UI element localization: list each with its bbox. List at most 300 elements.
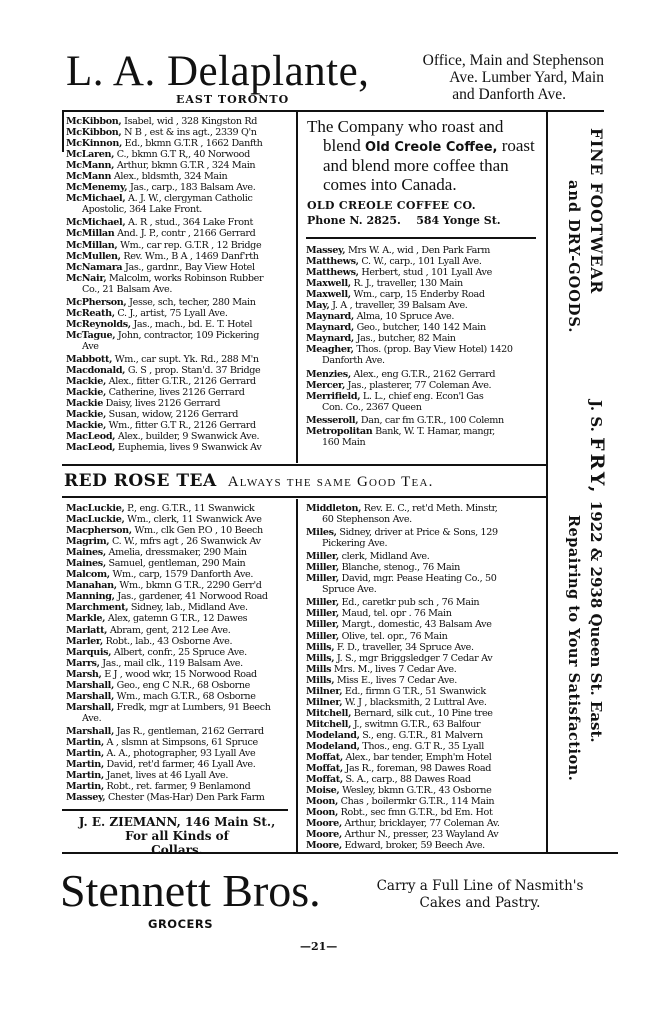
directory-entry (66, 792, 292, 803)
page-number: —21— (300, 940, 338, 953)
entry-surname: Malcom, (66, 569, 110, 581)
entry-details: Albert, confr., 25 Spruce Ave. (111, 646, 247, 658)
entry-details: A. J. W., clergyman Catholic (125, 193, 253, 205)
entry-line (66, 525, 292, 536)
entry-details: Ed., bkmn G.T.R , 1662 Danfth (121, 138, 263, 150)
tagline-line: Cakes and Pastry. (419, 895, 541, 911)
side-ad-initials: J. S. (587, 400, 605, 438)
directory-entry (306, 653, 542, 664)
entry-details: Wm., bkmn G T.R., 2290 Gerr'd (116, 580, 262, 592)
entry-surname: Marshall, (66, 679, 114, 691)
entry-details: Alex., fitter G.T.R., 2126 Gerrard (105, 376, 256, 388)
entry-continuation: 160 Main (322, 436, 366, 448)
directory-entry (66, 680, 292, 691)
entry-line (306, 631, 542, 642)
entry-details: Susan, widow, 2126 Gerrard (105, 409, 239, 421)
directory-entry (66, 193, 292, 217)
directory-entry (66, 669, 292, 680)
entry-details: Arthur, bricklayer, 77 Coleman Av. (341, 818, 500, 830)
entry-line (66, 376, 292, 387)
directory-list-left-top (66, 116, 292, 453)
entry-continuation: Pickering Ave. (322, 538, 388, 550)
entry-details: A , slsmn at Simpsons, 61 Spruce (103, 736, 258, 748)
entry-surname: McReath, (66, 307, 115, 319)
entry-details: Jas., butcher, 82 Main (353, 333, 456, 345)
entry-line (306, 267, 542, 278)
directory-entry (306, 415, 542, 426)
directory-entry (66, 602, 292, 613)
entry-line (66, 171, 292, 182)
left-margin-rule (62, 112, 64, 152)
entry-line (306, 741, 542, 752)
address-line: and Danforth Ave. (452, 86, 566, 103)
entry-details: Abram, gent, 212 Lee Ave. (107, 624, 231, 636)
entry-details: Ed., caretkr pub sch , 76 Main (338, 597, 480, 609)
entry-details: J. A , traveller, 39 Balsam Ave. (329, 300, 468, 312)
coffee-advertisement (307, 118, 535, 227)
entry-details: Bank, W. T. Hamar, mangr, (372, 425, 495, 437)
directory-entry (306, 697, 542, 708)
entry-details: Herbert, stud , 101 Lyall Ave (358, 267, 492, 279)
entry-details: Wm., car rep. G.T.R , 12 Bridge (117, 239, 262, 251)
entry-surname: Marlatt, (66, 624, 108, 636)
directory-entry (306, 818, 542, 829)
entry-line (66, 240, 292, 251)
entry-surname: Martin, (66, 781, 104, 793)
entry-details: Fredk, mgr at Lumbers, 91 Beech (113, 701, 271, 713)
entry-details: David, ret'd farmer, 46 Lyall Ave. (103, 759, 256, 771)
entry-details: Jas., plasterer, 77 Coleman Ave. (344, 379, 492, 391)
banner-brand: RED ROSE TEA (64, 471, 217, 491)
entry-details: Jas., mail clk., 119 Balsam Ave. (99, 657, 243, 669)
entry-continuation: Spruce Ave. (322, 584, 377, 596)
entry-line (306, 245, 542, 256)
entry-line (66, 647, 292, 658)
directory-entry (306, 426, 542, 450)
directory-entry (306, 829, 542, 840)
entry-line (66, 602, 292, 613)
directory-entry (306, 631, 542, 642)
entry-surname: Massey, (306, 245, 346, 256)
entry-continuation: Danforth Ave. (322, 355, 385, 367)
entry-line (306, 562, 542, 573)
entry-surname: Modeland, (306, 740, 360, 752)
entry-line (66, 669, 292, 680)
entry-line (66, 569, 292, 580)
directory-entry (66, 647, 292, 658)
column-divider-bottom (296, 499, 298, 852)
entry-surname: Mackie, (66, 376, 106, 388)
entry-details: S., eng. G.T.R., 81 Malvern (359, 729, 483, 741)
entry-surname: Moore, (306, 829, 342, 841)
entry-surname: Marler, (66, 635, 103, 647)
directory-entry (306, 597, 542, 608)
entry-surname: Maynard, (306, 311, 354, 323)
side-ad-drygoods: and DRY-GOODS. (565, 180, 582, 334)
entry-details: Rev. Wm., B A , 1469 Danf'rth (120, 250, 259, 262)
directory-entry (306, 503, 542, 527)
entry-surname: Marchment, (66, 602, 129, 614)
coffee-ad-text: blend (323, 135, 366, 155)
entry-line (306, 796, 542, 807)
entry-details: C. W., carp., 101 Lyall Ave. (358, 256, 482, 268)
entry-line (66, 420, 292, 431)
entry-details: L. L., chief eng. Econ'l Gas (360, 390, 484, 402)
entry-details: Janet, lives at 46 Lyall Ave. (103, 770, 229, 782)
directory-entry (66, 737, 292, 748)
directory-entry (306, 774, 542, 785)
entry-line (66, 702, 292, 713)
entry-line (306, 608, 542, 619)
entry-line (306, 818, 542, 829)
entry-surname: Mitchell, (306, 718, 352, 730)
entry-surname: Martin, (66, 759, 104, 771)
coffee-ad-line (307, 137, 535, 158)
entry-details: Wm., fitter G.T R., 2126 Gerrard (105, 420, 256, 432)
entry-line (66, 251, 292, 262)
entry-line (66, 726, 292, 737)
entry-details: C. J., artist, 75 Lyall Ave. (114, 307, 228, 319)
entry-surname: McKibbon, (66, 116, 122, 127)
entry-line (306, 311, 542, 322)
entry-details: A. A., photographer, 93 Lyall Ave (103, 748, 256, 760)
directory-entry (66, 217, 292, 228)
entry-surname: Miles, (306, 527, 337, 539)
ziemann-line: J. E. ZIEMANN, 146 Main St., (78, 815, 276, 829)
entry-surname: McMenemy, (66, 182, 128, 194)
entry-line (306, 333, 542, 344)
stennett-tagline (340, 878, 620, 912)
entry-surname: Mills, (306, 641, 335, 653)
advertiser-location: EAST TORONTO (176, 93, 290, 106)
directory-entry (306, 796, 542, 807)
directory-entry (306, 562, 542, 573)
entry-surname: Mackie, (66, 387, 106, 399)
entry-surname: Matthews, (306, 267, 359, 279)
directory-entry (306, 380, 542, 391)
entry-surname: Magrim, (66, 536, 110, 548)
directory-entry (66, 691, 292, 702)
entry-details: Alex., bar tender, Emph'm Hotel (342, 752, 492, 764)
entry-surname: Maxwell, (306, 289, 351, 301)
entry-spacer (306, 448, 542, 450)
entry-line (306, 597, 542, 608)
banner-bottom-rule (62, 496, 546, 498)
directory-entry (306, 741, 542, 752)
entry-surname: Miller, (306, 562, 339, 574)
entry-line (306, 503, 542, 514)
directory-entry (306, 278, 542, 289)
entry-surname: McMann (66, 171, 112, 183)
entry-surname: Maynard, (306, 333, 354, 345)
entry-continuation: Ave (82, 340, 99, 352)
directory-entry (66, 354, 292, 365)
entry-surname: Maines, (66, 547, 106, 559)
entry-details: J. S., mgr Briggsledger 7 Cedar Av (334, 652, 493, 664)
directory-entry (306, 619, 542, 630)
directory-entry (306, 708, 542, 719)
entry-line (66, 262, 292, 273)
entry-details: Robt., sec fmn G.T.R., bd Em. Hot (337, 807, 493, 819)
entry-details: Sidney, driver at Price & Sons, 129 (336, 527, 498, 539)
side-ad-footwear: FINE FOOTWEAR (587, 128, 606, 295)
entry-line (66, 580, 292, 591)
entry-line (66, 680, 292, 691)
entry-line (306, 344, 542, 355)
coffee-brand: Old Creole Coffee, (365, 139, 498, 155)
entry-details: Samuel, gentleman, 290 Main (105, 558, 246, 570)
entry-details: W. J , blacksmith, 2 Luttral Ave. (342, 696, 487, 708)
entry-surname: Miller, (306, 608, 339, 620)
entry-line (66, 514, 292, 525)
entry-line (66, 613, 292, 624)
entry-surname: Markle, (66, 613, 106, 625)
entry-surname: May, (306, 300, 330, 312)
directory-entry (66, 525, 292, 536)
entry-line (306, 719, 542, 730)
header-rule (62, 110, 604, 112)
directory-entry (66, 398, 292, 409)
entry-surname: Manning, (66, 591, 115, 603)
side-ad-address (587, 400, 606, 743)
entry-line (306, 527, 542, 538)
directory-entry (306, 573, 542, 597)
entry-surname: Miller, (306, 573, 339, 585)
entry-line (66, 792, 292, 803)
entry-details: R. J., traveller, 130 Main (350, 278, 463, 290)
entry-line (306, 322, 542, 333)
entry-line (66, 781, 292, 792)
entry-line (66, 536, 292, 547)
entry-surname: McLaren, (66, 149, 115, 161)
directory-entry (66, 536, 292, 547)
directory-entry (306, 752, 542, 763)
entry-line (66, 127, 292, 138)
entry-surname: MacLuckie, (66, 514, 125, 526)
directory-entry (66, 262, 292, 273)
directory-entry (66, 182, 292, 193)
entry-surname: McTague, (66, 329, 116, 341)
entry-details: C., bkmn G.T R,, 40 Norwood (114, 149, 250, 161)
entry-line (66, 737, 292, 748)
entry-line (66, 365, 292, 376)
entry-surname: Marshall, (66, 725, 114, 737)
entry-line (66, 193, 292, 204)
entry-details: Jas., gardener, 41 Norwood Road (114, 591, 268, 603)
entry-line (306, 763, 542, 774)
directory-entry (66, 240, 292, 251)
entry-surname: Matthews, (306, 256, 359, 268)
entry-line (306, 708, 542, 719)
entry-details: Alex, gatemn G T.R., 12 Dawes (105, 613, 248, 625)
entry-line (66, 160, 292, 171)
entry-details: Thos., eng. G.T R., 35 Lyall (359, 740, 484, 752)
entry-surname: Moon, (306, 796, 338, 808)
entry-line (306, 289, 542, 300)
entry-surname: MacLuckie, (66, 503, 125, 514)
entry-line (66, 625, 292, 636)
directory-entry (306, 256, 542, 267)
entry-details: Wm., carp, 1579 Danforth Ave. (109, 569, 254, 581)
directory-entry (66, 387, 292, 398)
entry-surname: Marshall, (66, 690, 114, 702)
entry-surname: Moise, (306, 785, 340, 797)
entry-line (66, 398, 292, 409)
side-ad-name: FRY, (586, 437, 608, 496)
entry-details: Malcolm, works Robinson Rubber (106, 272, 264, 284)
entry-details: Jesse, sch, techer, 280 Main (126, 296, 256, 308)
entry-details: Blanche, stenog., 76 Main (338, 562, 460, 574)
entry-line (66, 431, 292, 442)
directory-entry (306, 267, 542, 278)
entry-surname: Miller, (306, 630, 339, 642)
entry-line (66, 217, 292, 228)
entry-details: Mrs W. A., wid , Den Park Farm (345, 245, 491, 256)
entry-line (66, 319, 292, 330)
entry-line (306, 807, 542, 818)
entry-details: John, contractor, 109 Pickering (115, 329, 260, 341)
entry-surname: MacLeod, (66, 442, 116, 454)
entry-surname: Mackie, (66, 420, 106, 432)
directory-entry (66, 625, 292, 636)
ziemann-line: Collars. (151, 843, 203, 857)
entry-line (66, 297, 292, 308)
entry-details: Wm., clerk, 11 Swanwick Ave (124, 514, 262, 526)
banner-top-rule (62, 464, 546, 466)
directory-entry (66, 171, 292, 182)
entry-surname: McMichael, (66, 193, 126, 205)
entry-line (306, 697, 542, 708)
entry-line (66, 442, 292, 453)
directory-entry (306, 333, 542, 344)
directory-entry (306, 551, 542, 562)
entry-surname: Manahan, (66, 580, 117, 592)
entry-surname: Miller, (306, 551, 339, 563)
entry-details: E J , wood wkr, 15 Norwood Road (101, 668, 257, 680)
coffee-contact (307, 214, 535, 227)
directory-entry (66, 160, 292, 171)
entry-details: Daisy, lives 2126 Gerrard (102, 398, 221, 410)
directory-entry (306, 311, 542, 322)
directory-entry (66, 442, 292, 453)
entry-details: Catherine, lives 2126 Gerrard (105, 387, 245, 399)
entry-details: David, mgr. Pease Heating Co., 50 (338, 573, 497, 585)
entry-continuation: Apostolic, 364 Lake Front. (82, 204, 203, 216)
entry-surname: Metropolitan (306, 425, 373, 437)
entry-line (66, 116, 292, 127)
entry-surname: Massey, (66, 792, 106, 804)
directory-entry (66, 558, 292, 569)
tagline-line: Carry a Full Line of Nasmith's (376, 878, 584, 894)
entry-line (66, 770, 292, 781)
coffee-ad-line: comes into Canada. (323, 174, 457, 194)
directory-entry (66, 149, 292, 160)
entry-surname: Mitchell, (306, 707, 352, 719)
entry-details: S. A., carp., 88 Dawes Road (342, 774, 471, 786)
entry-line (66, 691, 292, 702)
entry-surname: Moffat, (306, 752, 343, 764)
entry-surname: Mercer, (306, 379, 345, 391)
entry-surname: Miller, (306, 619, 339, 631)
entry-details: Wm., clk Gen P.O , 10 Beech (131, 525, 263, 537)
ziemann-ad-rule (62, 809, 288, 811)
directory-entry (306, 686, 542, 697)
entry-details: Jas R., foreman, 98 Dawes Road (342, 763, 491, 775)
directory-list-right-top (306, 245, 542, 450)
ziemann-advertisement (64, 815, 290, 857)
entry-line (306, 256, 542, 267)
entry-details: A. R , stud., 364 Lake Front (125, 217, 253, 229)
entry-line (306, 840, 542, 851)
directory-entry (306, 840, 542, 851)
entry-details: F. D., traveller, 34 Spruce Ave. (334, 641, 474, 653)
directory-entry (306, 300, 542, 311)
coffee-ad-line: and blend more coffee than (323, 156, 509, 175)
entry-line (66, 273, 292, 284)
directory-entry (306, 664, 542, 675)
entry-details: Olive, tel. opr., 76 Main (338, 630, 448, 642)
entry-surname: McKibbon, (66, 127, 122, 139)
entry-details: Alex., bldsmth, 324 Main (111, 171, 228, 183)
entry-line (306, 391, 542, 402)
entry-details: Wm., mach G.T.R., 68 Osborne (113, 690, 256, 702)
entry-details: P., eng. G.T.R., 11 Swanwick (124, 503, 255, 514)
entry-surname: MacLeod, (66, 431, 116, 443)
directory-entry (306, 369, 542, 380)
entry-line (66, 149, 292, 160)
entry-surname: Moon, (306, 807, 338, 819)
directory-entry (66, 569, 292, 580)
directory-entry (66, 591, 292, 602)
directory-entry (66, 759, 292, 770)
entry-surname: Messeroll, (306, 414, 359, 426)
entry-details: Euphemia, lives 9 Swanwick Av (115, 442, 262, 454)
side-ad-street: 1922 & 2938 Queen St. East. (587, 495, 605, 743)
entry-surname: Menzies, (306, 368, 351, 380)
directory-entry (66, 781, 292, 792)
entry-line (306, 415, 542, 426)
entry-line (306, 774, 542, 785)
directory-list-right-bottom (306, 503, 542, 851)
directory-entry (66, 702, 292, 726)
entry-details: Mrs. M., lives 7 Cedar Ave. (331, 663, 457, 675)
entry-line (306, 619, 542, 630)
stennett-subtitle: GROCERS (148, 917, 214, 931)
entry-surname: Maxwell, (306, 278, 351, 290)
directory-entry (306, 719, 542, 730)
directory-entry (306, 391, 542, 415)
entry-details: Jas., mach., bd. E. T. Hotel (130, 318, 253, 330)
entry-details: Chester (Mas-Har) Den Park Farm (105, 792, 265, 804)
entry-line (306, 675, 542, 686)
directory-entry (66, 726, 292, 737)
entry-details: Amelia, dressmaker, 290 Main (105, 547, 247, 559)
directory-entry (306, 642, 542, 653)
directory-entry (66, 420, 292, 431)
entry-surname: McMillan, (66, 239, 118, 251)
entry-details: Jas R., gentleman, 2162 Gerrard (113, 725, 264, 737)
entry-continuation: 60 Stephenson Ave. (322, 514, 412, 526)
directory-entry (66, 514, 292, 525)
entry-line (66, 658, 292, 669)
directory-entry (306, 730, 542, 741)
entry-line (66, 636, 292, 647)
coffee-ad-text: roast (497, 135, 535, 155)
entry-surname: McReynolds, (66, 318, 131, 330)
entry-surname: McMichael, (66, 217, 126, 229)
directory-entry (306, 527, 542, 551)
directory-entry (66, 547, 292, 558)
